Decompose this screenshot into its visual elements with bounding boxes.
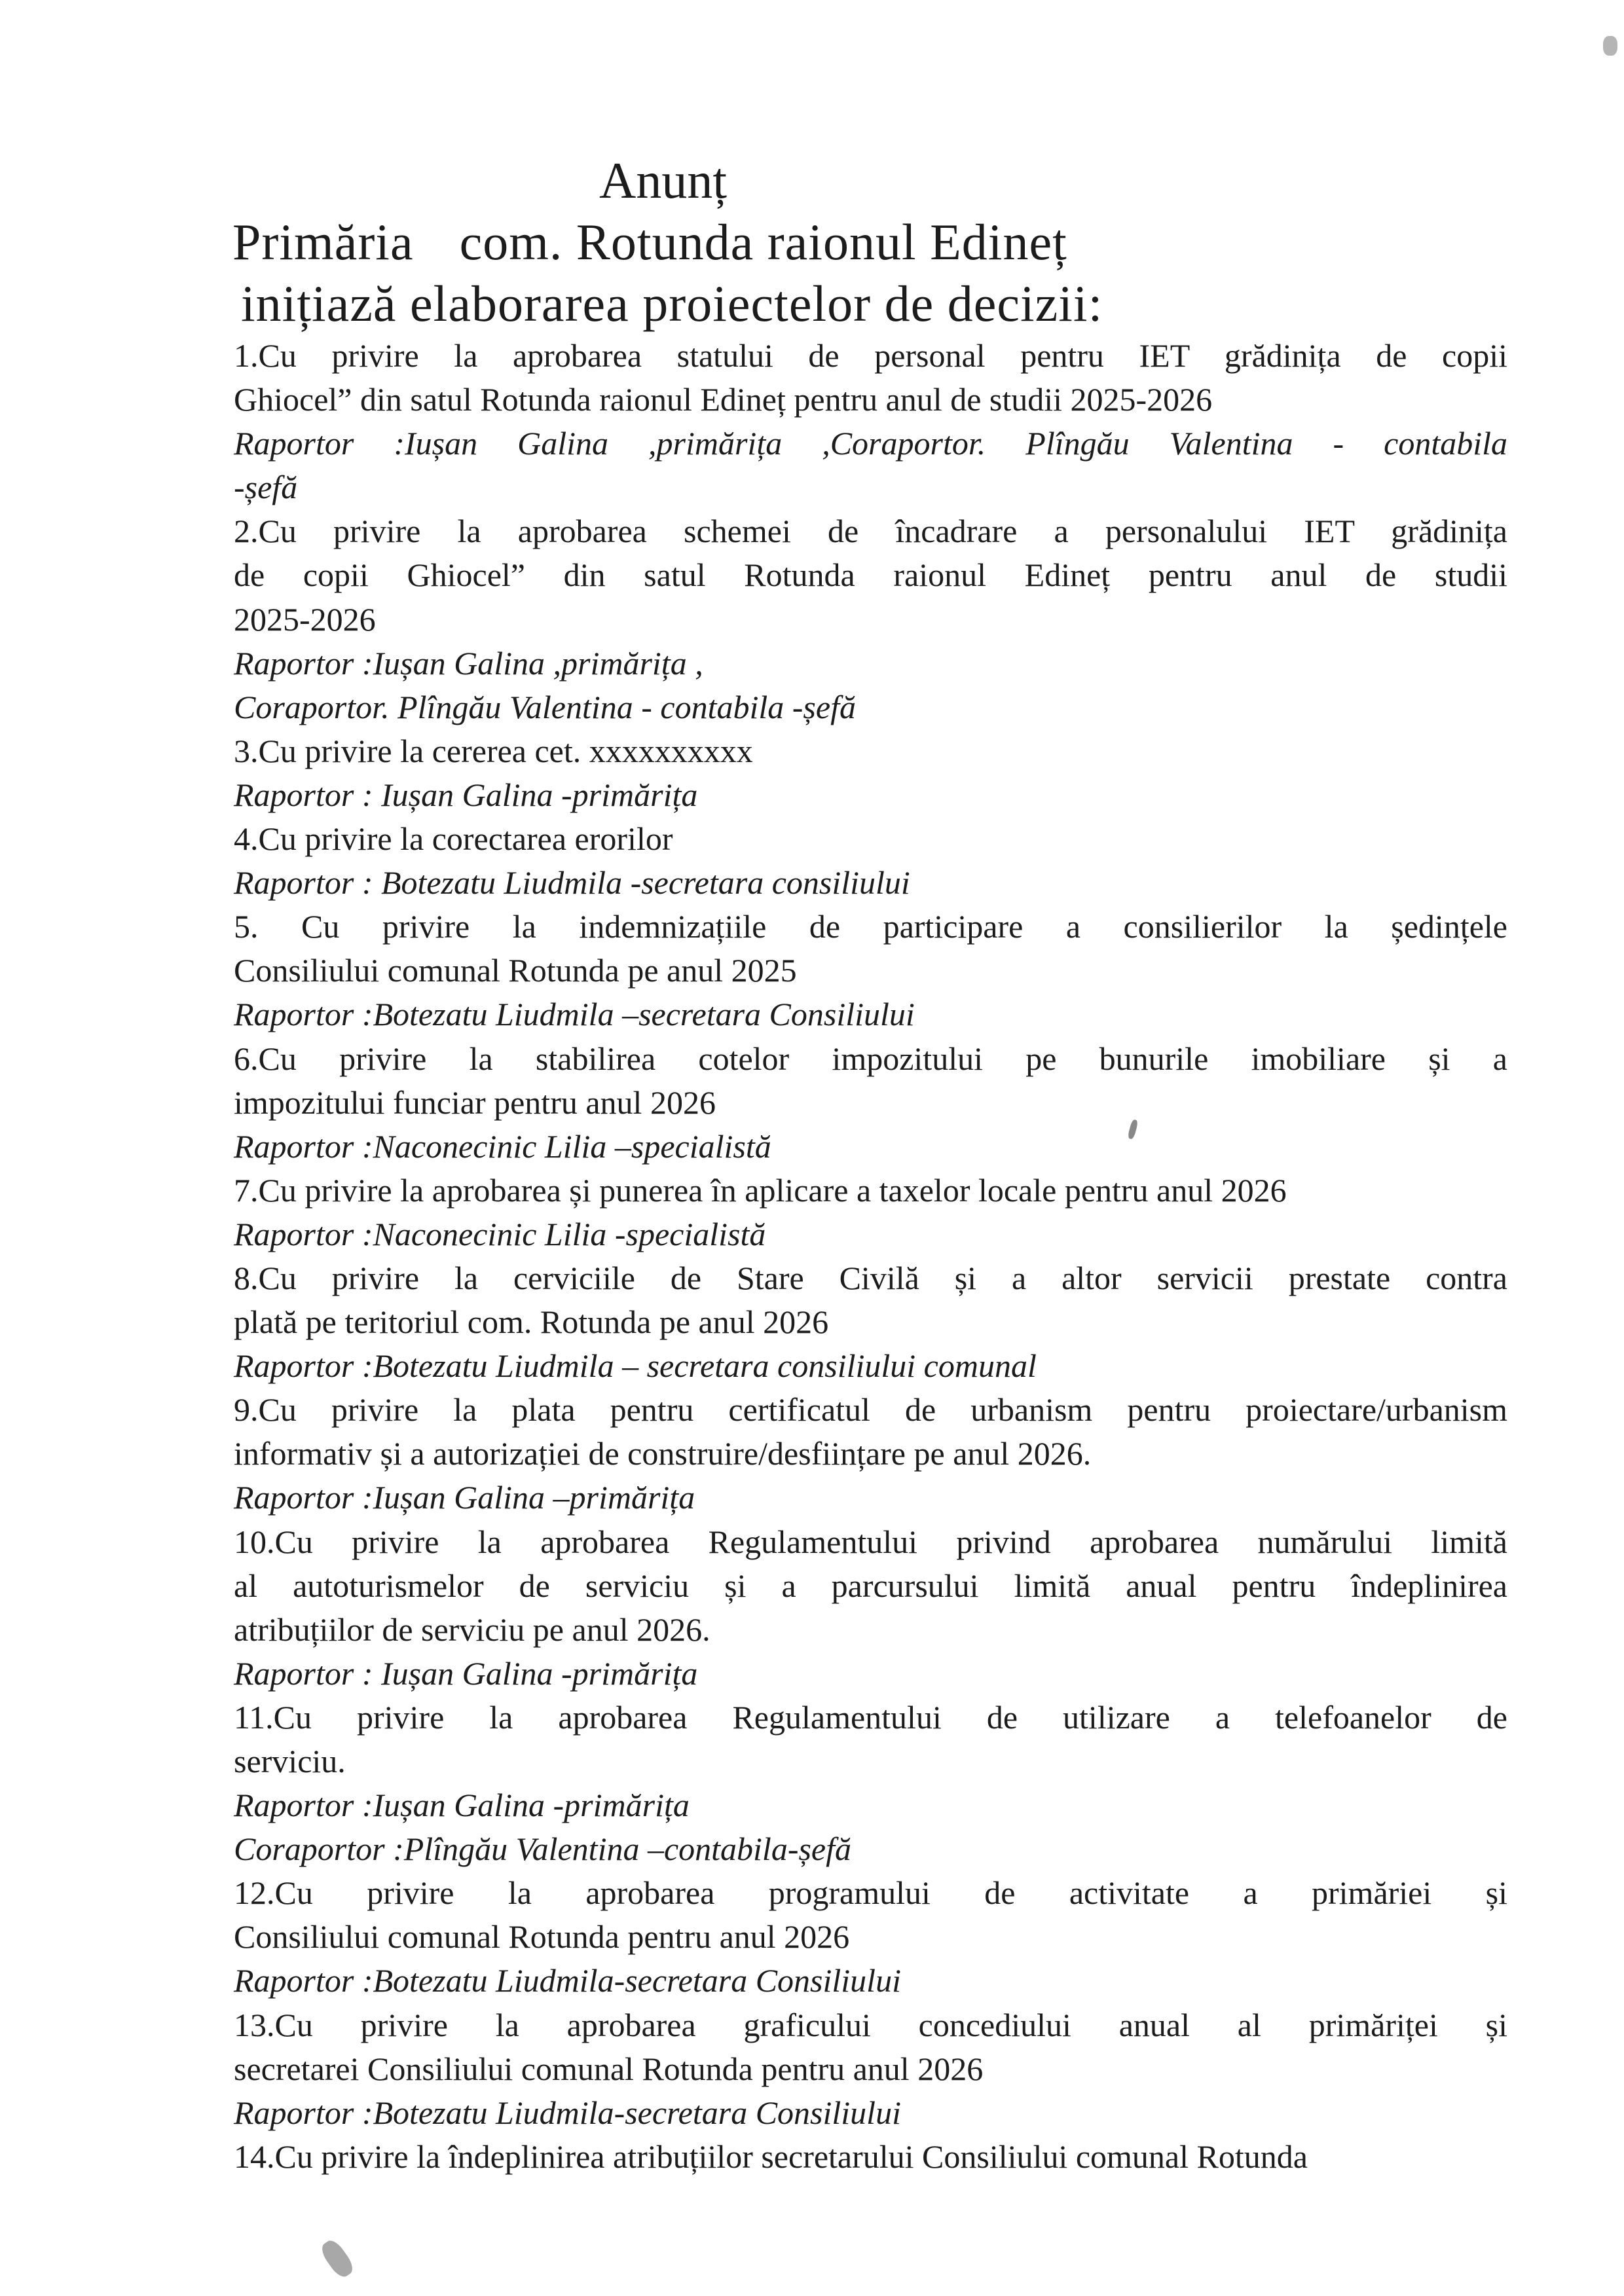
scan-artifact <box>318 2237 357 2280</box>
agenda-item-line: impozitului funciar pentru anul 2026 <box>234 1084 716 1121</box>
rapporteur-line: Raportor :Iușan Galina -primărița <box>234 1787 690 1824</box>
agenda-item-line: serviciu. <box>234 1743 346 1779</box>
agenda-item-line: al autoturismelor de serviciu și a parcursului limită anual pentru îndeplinirea <box>234 1567 1507 1604</box>
rapporteur-line: Coraportor. Plîngău Valentina - contabila -șefă <box>234 688 856 725</box>
rapporteur-line: Raportor :Botezatu Liudmila – secretara consiliului comunal <box>234 1347 1037 1385</box>
agenda-item-line: 2.Cu privire la aprobarea schemei de încadrare a personalului IET grădinița <box>234 513 1507 550</box>
agenda-item-line: 2025-2026 <box>234 600 376 638</box>
agenda-item-line: 8.Cu privire la cerviciile de Stare Civilă și a altor servicii prestate contra <box>234 1259 1507 1296</box>
scan-artifact <box>1603 36 1617 56</box>
agenda-item-line: Consiliului comunal Rotunda pe anul 2025 <box>234 952 797 989</box>
rapporteur-line: Raportor :Iușan Galina ,primărița , <box>234 644 703 682</box>
agenda-item-line: 1.Cu privire la aprobarea statului de personal pentru IET grădinița de copii <box>234 337 1507 374</box>
agenda-item-line: informativ și a autorizației de construire/desființare pe anul 2026. <box>234 1435 1092 1472</box>
agenda-item-line: Consiliului comunal Rotunda pentru anul 2026 <box>234 1918 850 1956</box>
rapporteur-line: -șefă <box>234 469 298 506</box>
agenda-item-line: de copii Ghiocel” din satul Rotunda raionul Edineț pentru anul de studii <box>234 556 1507 594</box>
rapporteur-line: Raportor :Iușan Galina –primărița <box>234 1479 695 1516</box>
agenda-item-line: secretarei Consiliului comunal Rotunda pentru anul 2026 <box>234 2050 984 2087</box>
agenda-item-line: 7.Cu privire la aprobarea și punerea în aplicare a taxelor locale pentru anul 2026 <box>234 1171 1287 1209</box>
rapporteur-line: Raportor :Botezatu Liudmila –secretara Consiliului <box>234 996 915 1033</box>
heading-line-1 <box>232 211 1067 274</box>
heading-location: com. Rotunda raionul Edineț <box>459 213 1067 270</box>
rapporteur-line: Raportor :Botezatu Liudmila-secretara Consiliului <box>234 1962 901 1999</box>
agenda-item-line: 10.Cu privire la aprobarea Regulamentului privind aprobarea numărului limită <box>234 1523 1507 1560</box>
rapporteur-line: Coraportor :Plîngău Valentina –contabila-șefă <box>234 1831 852 1868</box>
agenda-item-line: Ghiocel” din satul Rotunda raionul Edineț pentru anul de studii 2025-2026 <box>234 381 1213 418</box>
agenda-item-line: 6.Cu privire la stabilirea cotelor impozitului pe bunurile imobiliare și a <box>234 1040 1507 1077</box>
rapporteur-line: Raportor : Botezatu Liudmila -secretara consiliului <box>234 864 910 902</box>
agenda-item-line: 14.Cu privire la îndeplinirea atribuțiilor secretarului Consiliului comunal Rotunda <box>234 2138 1308 2175</box>
agenda-item-line: 9.Cu privire la plata pentru certificatul de urbanism pentru proiectare/urbanism <box>234 1391 1507 1429</box>
agenda-item-line: 13.Cu privire la aprobarea graficului concediului anual al primăriței și <box>234 2006 1507 2043</box>
agenda-item-line: 11.Cu privire la aprobarea Regulamentului de utilizare a telefoanelor de <box>234 1698 1507 1736</box>
agenda-item-line: atribuțiilor de serviciu pe anul 2026. <box>234 1611 710 1648</box>
document-title: Anunț <box>599 152 727 209</box>
agenda-item-line: 3.Cu privire la cererea cet. xxxxxxxxxx <box>234 732 753 769</box>
rapporteur-line: Raportor :Botezatu Liudmila-secretara Consiliului <box>234 2094 901 2131</box>
agenda-item-line: 12.Cu privire la aprobarea programului de activitate a primăriei și <box>234 1874 1507 1912</box>
agenda-item-line: 4.Cu privire la corectarea erorilor <box>234 820 673 858</box>
rapporteur-line: Raportor :Naconecinic Lilia -specialistă <box>234 1215 766 1252</box>
agenda-item-line: 5. Cu privire la indemnizațiile de participare a consilierilor la ședințele <box>234 908 1507 945</box>
rapporteur-line: Raportor : Iușan Galina -primărița <box>234 1654 698 1692</box>
agenda-list <box>234 334 1507 2179</box>
agenda-item-line: plată pe teritoriul com. Rotunda pe anul 2026 <box>234 1303 829 1341</box>
heading-institution: Primăria <box>232 213 414 270</box>
rapporteur-line: Raportor :Naconecinic Lilia –specialistă <box>234 1127 771 1165</box>
rapporteur-line: Raportor : Iușan Galina -primărița <box>234 776 698 813</box>
rapporteur-line: Raportor :Iușan Galina ,primărița ,Coraportor. Plîngău Valentina - contabila <box>234 425 1507 462</box>
heading-line-2: inițiază elaborarea proiectelor de decizii: <box>241 275 1103 332</box>
